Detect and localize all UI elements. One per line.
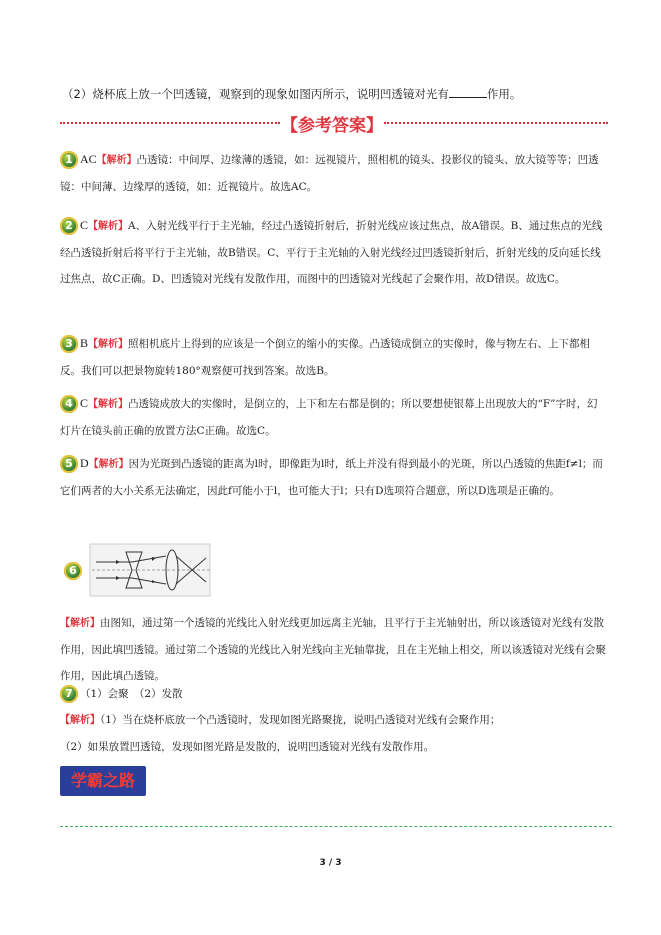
analysis-tag: 【解析】 <box>88 339 129 350</box>
number-badge-icon: 7 <box>60 685 78 703</box>
analysis-text: 凸透镜成放大的实像时，是倒立的，上下和左右都是倒的；所以要想使银幕上出现放大的“F”字时，幻灯片在镜头前正确的放置方法C正确。故选C。 <box>60 398 598 437</box>
answer-choice: B <box>80 336 89 350</box>
answer-choice: （1）会聚 （2）发散 <box>80 688 183 700</box>
answer-4 <box>60 390 608 444</box>
number-badge-icon: 2 <box>60 217 78 235</box>
answer-3 <box>60 330 608 384</box>
banner-divider-right <box>384 122 608 124</box>
analysis-text: 凸透镜：中间厚、边缘薄的透镜，如：远视镜片，照相机的镜头、投影仪的镜头、放大镜等等；凹透镜：中间薄、边缘厚的透镜，如：近视镜片。故选AC。 <box>60 154 599 193</box>
analysis-tag: 【解析】 <box>88 459 129 470</box>
answer-blank <box>449 87 487 98</box>
analysis-tag: 【解析】 <box>60 618 100 629</box>
green-divider <box>60 826 612 827</box>
question-tail: 作用。 <box>486 87 522 101</box>
answer-2 <box>60 212 608 292</box>
answer-choice: C <box>80 218 89 232</box>
banner-title: 【参考答案】 <box>281 116 383 136</box>
analysis-text: 照相机底片上得到的应该是一个倒立的缩小的实像。凸透镜成倒立的实像时，像与物左右、上下都相反。我们可以把景物旋转180°观察便可找到答案。故选B。 <box>60 338 591 377</box>
analysis-text: （1）当在烧杯底放一个凸透镜时，发现如图光路聚拢，说明凸透镜对光线有会聚作用； <box>100 714 501 726</box>
analysis-text: （2）如果放置凹透镜，发现如图光路是发散的，说明凹透镜对光线有发散作用。 <box>60 741 435 753</box>
number-badge-icon: 4 <box>60 395 78 413</box>
answer-7-analysis-2 <box>60 734 608 760</box>
analysis-text: 由图知，通过第一个透镜的光线比入射光线更加远离主光轴，且平行于主光轴射出，所以该透镜对光线有发散作用，因此填凹透镜。通过第二个透镜的光线比入射光线向主光轴靠拢，且在主光轴上相交，所以该透镜对光线有会聚作用，因此填凸透镜。 <box>60 617 606 682</box>
analysis-text: A、入射光线平行于主光轴，经过凸透镜折射后，折射光线应该过焦点，故A错误。B、通过焦点的光线经凸透镜折射后将平行于主光轴，故B错误。C、平行于主光轴的入射光线经过凹透镜折射后，折射光线的反向延长线过焦点，故C正确。D、凹透镜对光线有发散作用，而图中的凹透镜对光线起了会聚作用，故D错误。故选C。 <box>60 220 603 285</box>
number-badge-icon: 5 <box>60 455 78 473</box>
lens-figure <box>60 540 215 600</box>
answer-7-analysis <box>60 707 608 734</box>
answer-choice: AC <box>80 152 97 166</box>
answer-choice: D <box>80 456 89 470</box>
answer-choice: C <box>80 396 89 410</box>
page-number: 3 / 3 <box>319 858 342 868</box>
answer-7-line <box>60 681 608 707</box>
answer-6 <box>60 610 608 689</box>
question-text: （2）烧杯底上放一个凹透镜，观察到的现象如图丙所示，说明凹透镜对光有 <box>62 87 449 101</box>
answer-5 <box>60 450 608 504</box>
answer-7 <box>60 681 608 760</box>
analysis-tag: 【解析】 <box>96 155 137 166</box>
xueba-label: 学霸之路 <box>60 766 146 796</box>
question-line <box>62 86 521 102</box>
analysis-tag: 【解析】 <box>88 221 129 232</box>
analysis-tag: 【解析】 <box>88 399 129 410</box>
analysis-tag: 【解析】 <box>60 715 100 726</box>
analysis-text: 因为光斑到凸透镜的距离为l时，即像距为l时，纸上并没有得到最小的光斑，所以凸透镜的焦距f≠l；而它们两者的大小关系无法确定，因此f可能小于l，也可能大于l；只有D选项符合题意，所以D选项是正确的。 <box>60 458 603 497</box>
answer-1 <box>60 146 608 200</box>
number-badge-icon: 3 <box>60 335 78 353</box>
number-badge-icon: 6 <box>64 562 82 580</box>
lens-diagram-icon <box>60 540 215 600</box>
number-badge-icon: 1 <box>60 151 78 169</box>
banner-divider-left <box>60 122 280 124</box>
